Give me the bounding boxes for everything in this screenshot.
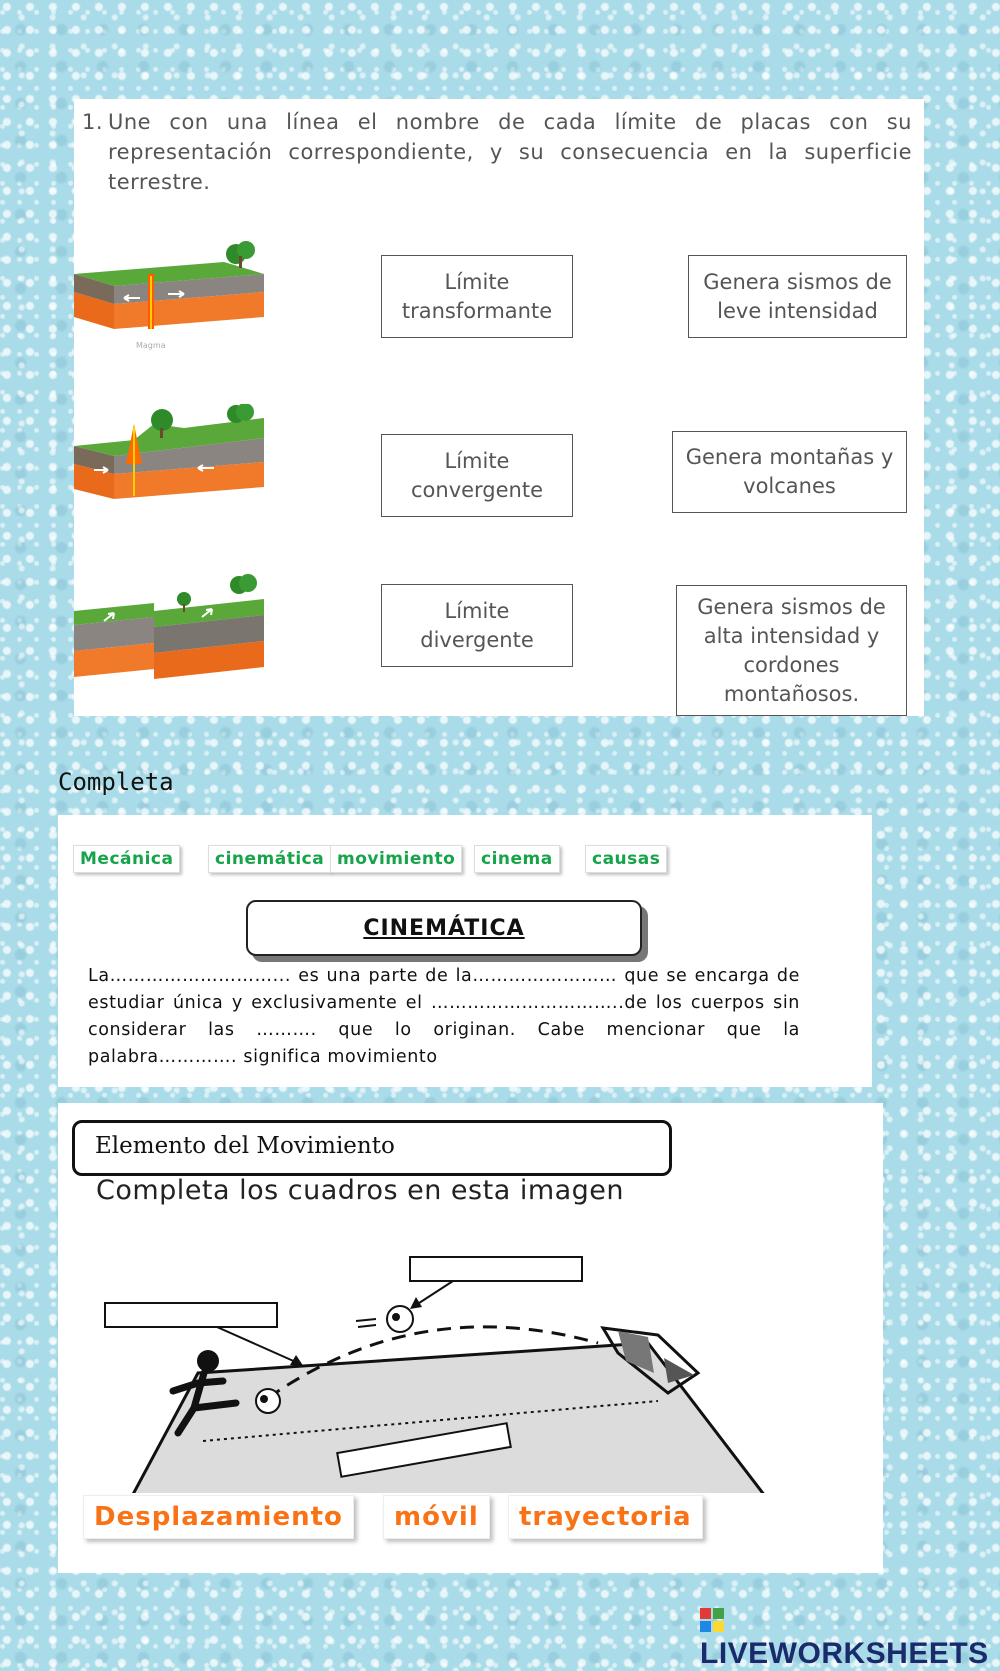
magma-label: Magma [136, 341, 166, 350]
liveworksheets-logo [700, 1603, 1000, 1671]
word-chip-mecanica[interactable]: Mecánica [73, 845, 180, 873]
cinematica-title: CINEMÁTICA [363, 915, 525, 941]
exercise-number: 1. [82, 110, 104, 134]
transform-boundary-diagram [74, 234, 269, 354]
boundary-box-divergent[interactable]: Límite divergente [381, 584, 573, 667]
consequence-box-mountains-volcanoes[interactable]: Genera montañas y volcanes [672, 431, 907, 513]
word-chip-cinematica[interactable]: cinemática [208, 845, 331, 873]
boundary-box-convergent[interactable]: Límite convergente [381, 434, 573, 517]
liveworksheets-icon [700, 1608, 724, 1632]
section-heading-completa: Completa [58, 768, 174, 796]
word-chip-cinema[interactable]: cinema [474, 845, 560, 873]
divergent-boundary-diagram [74, 571, 269, 686]
exercise-instruction [82, 107, 912, 197]
cinematica-exercise [58, 815, 872, 1087]
word-chip-movil[interactable]: móvil [383, 1495, 490, 1539]
word-chip-trayectoria[interactable]: trayectoria [508, 1495, 703, 1539]
soccer-kick-diagram [58, 1233, 883, 1493]
brand-text: LIVEWORKSHEETS [700, 1637, 989, 1670]
convergent-boundary-diagram [74, 404, 269, 514]
elements-title-box [72, 1120, 672, 1176]
elements-title: Elemento del Movimiento [95, 1133, 395, 1159]
movement-elements-exercise [58, 1103, 883, 1573]
word-chip-movimiento[interactable]: movimiento [330, 845, 462, 873]
cinematica-title-box [246, 900, 642, 956]
word-chip-desplazamiento[interactable]: Desplazamiento [83, 1495, 354, 1539]
elements-subtitle: Completa los cuadros en esta imagen [96, 1175, 625, 1206]
plate-boundaries-exercise [74, 99, 924, 716]
instruction-text: Une con una línea el nombre de cada límite de placas con su representación correspondiente, y su consecuencia en la superficie terrestre. [108, 110, 912, 194]
consequence-box-strong-quakes[interactable]: Genera sismos de alta intensidad y cordones montañosos. [676, 585, 907, 716]
cinematica-paragraph: La………………………... es una parte de la…………………… que se encarga de estudiar única y exclusivamente el …………………………..de los cuerpos sin considerar las ………. que lo originan. Cabe mencionar que la palabra…………. significa movimiento [88, 966, 800, 1067]
word-chip-causas[interactable]: causas [585, 845, 667, 873]
boundary-box-transform[interactable]: Límite transformante [381, 255, 573, 338]
consequence-box-mild-quakes[interactable]: Genera sismos de leve intensidad [688, 255, 907, 338]
